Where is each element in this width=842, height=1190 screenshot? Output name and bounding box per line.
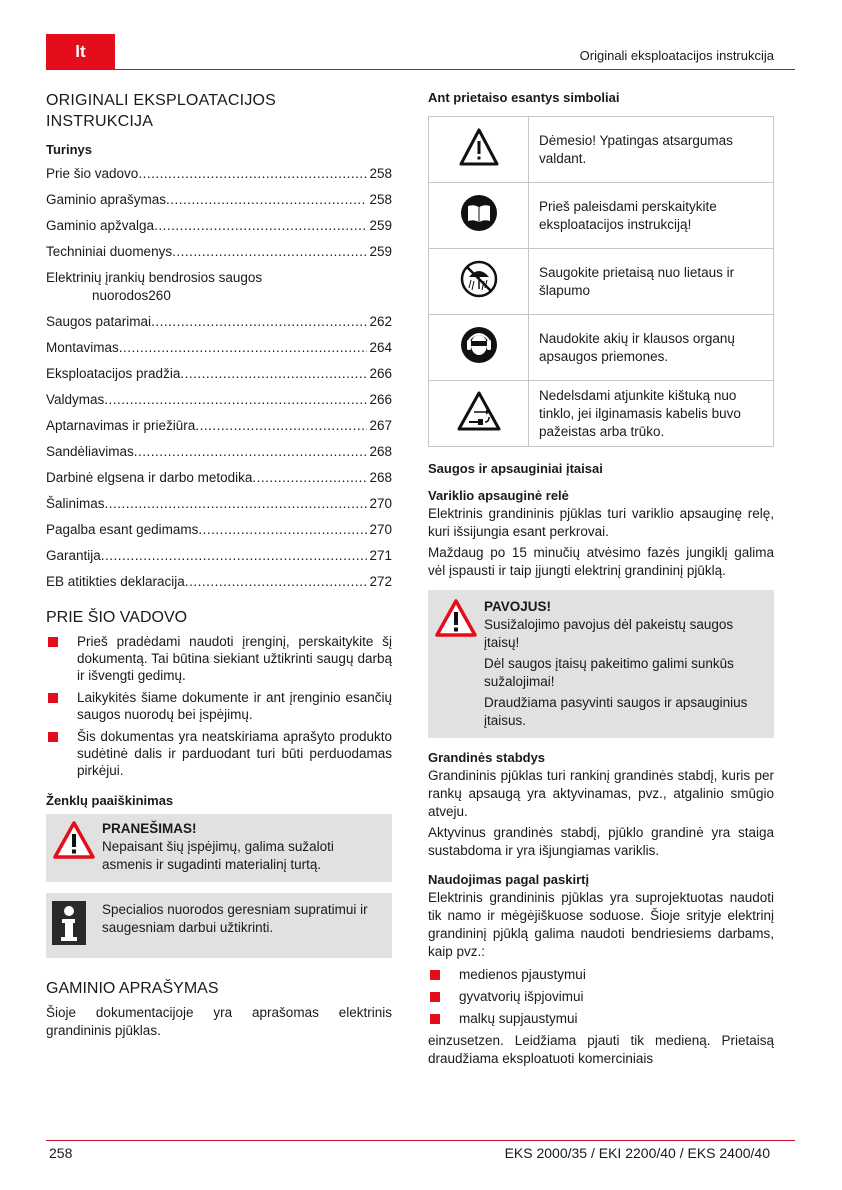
unplug-warning-icon	[429, 381, 529, 447]
footer-rule	[46, 1140, 795, 1141]
read-manual-icon	[429, 183, 529, 249]
toc-leader	[172, 243, 367, 261]
relay-heading: Variklio apsauginė relė	[428, 488, 569, 503]
toc-entry[interactable]	[46, 495, 392, 513]
warning-triangle-icon	[52, 820, 102, 874]
toc-page-number: 262	[369, 314, 392, 329]
symbol-row	[429, 381, 774, 447]
info-text: Specialios nuorodos geresniam supratimui ir saugesniam darbui užtikrinti.	[102, 902, 368, 935]
symbol-row	[429, 249, 774, 315]
toc-leader	[151, 313, 367, 331]
about-heading: PRIE ŠIO VADOVO	[46, 609, 188, 626]
toc-entry-title: Techniniai duomenys	[46, 244, 173, 259]
toc-entry[interactable]	[46, 243, 392, 261]
symbol-row	[429, 315, 774, 381]
use-paragraph-2: einzusetzen. Leidžiama pjauti tik medieną. Prietaisą draudžiama eksploatuoti komerciniais	[428, 1033, 774, 1066]
toc-entry[interactable]	[46, 365, 392, 383]
no-rain-icon	[429, 249, 529, 315]
toc-page-number: 270	[369, 496, 392, 511]
product-heading: GAMINIO APRAŠYMAS	[46, 980, 219, 997]
about-list	[46, 633, 392, 779]
relay-paragraph-2: Maždaug po 15 minučių atvėsimo fazės jungiklį galima vėl įspausti ir taip įjungti elektrinį grandininį pjūklą.	[428, 545, 774, 578]
toc-entry-title: Sandėliavimas	[46, 444, 134, 459]
toc-page-number: 268	[369, 470, 392, 485]
toc-entry-title: Prie šio vadovo	[46, 166, 139, 181]
toc-entry-title: Darbinė elgsena ir darbo metodika	[46, 470, 253, 485]
toc-page-number: 267	[369, 418, 392, 433]
symbol-text: Prieš paleisdami perskaitykite eksploatacijos instrukciją!	[529, 183, 774, 249]
toc-entry-title: Gaminio apžvalga	[46, 218, 155, 233]
toc-entry[interactable]	[46, 417, 392, 435]
toc-entry[interactable]	[46, 443, 392, 461]
toc-page-number: 260	[148, 288, 171, 303]
left-column	[46, 90, 392, 1040]
safety-heading: Saugos ir apsauginiai įtaisai	[428, 461, 603, 476]
toc-entry[interactable]	[46, 269, 392, 305]
toc-leader	[134, 443, 368, 461]
list-item: gyvatvorių išpjovimui	[428, 988, 774, 1005]
brake-paragraph-1: Grandininis pjūklas turi rankinį grandinės stabdį, kuris per rankų apsaugą yra aktyvinamas, pvz., atgalinio smūgio atveju.	[428, 768, 774, 819]
toc-entry[interactable]	[46, 521, 392, 539]
info-box	[46, 893, 392, 958]
toc-leader	[119, 339, 368, 357]
toc-leader	[104, 391, 367, 409]
symbol-text: Naudokite akių ir klausos organų apsaugos priemones.	[529, 315, 774, 381]
toc-leader	[252, 469, 367, 487]
toc-entry[interactable]	[46, 217, 392, 235]
toc-entry-title: Elektrinių įrankių bendrosios saugos	[46, 270, 263, 285]
use-list	[428, 966, 774, 1027]
symbol-row	[429, 117, 774, 183]
symbol-text: Dėmesio! Ypatingas atsargumas valdant.	[529, 117, 774, 183]
relay-paragraph-1: Elektrinis grandininis pjūklas turi variklio apsauginę relę, kuri išsijungia esant perkrovai.	[428, 506, 774, 539]
language-tab: lt	[46, 34, 115, 70]
notice-title: PRANEŠIMAS!	[102, 821, 197, 836]
toc-leader	[154, 217, 367, 235]
toc-page-number: 258	[369, 192, 392, 207]
symbol-text: Saugokite prietaisą nuo lietaus ir šlapumo	[529, 249, 774, 315]
toc-entry[interactable]	[46, 165, 392, 183]
toc-entry[interactable]	[46, 573, 392, 591]
symbol-row	[429, 183, 774, 249]
list-item: Šis dokumentas yra neatskiriama aprašyto produkto sudėtinė dalis ir parduodant turi būti perduodamas pirkėjui.	[46, 728, 392, 779]
toc-entry-title-cont: nuorodos	[92, 288, 149, 303]
brake-paragraph-2: Aktyvinus grandinės stabdį, pjūklo grandinė yra staiga sustabdoma ir yra išjungiamas variklis.	[428, 825, 774, 858]
toc-leader	[198, 521, 367, 539]
toc-entry[interactable]	[46, 191, 392, 209]
brake-heading: Grandinės stabdys	[428, 750, 546, 765]
toc-entry-title: Garantija	[46, 548, 101, 563]
toc-entry[interactable]	[46, 339, 392, 357]
warning-triangle-icon	[429, 117, 529, 183]
notice-box	[46, 814, 392, 882]
model-list: EKS 2000/35 / EKI 2200/40 / EKS 2400/40	[504, 1145, 770, 1161]
toc-page-number: 259	[369, 244, 392, 259]
list-item: Prieš pradėdami naudoti įrenginį, perskaitykite šį dokumentą. Tai būtina siekiant užtikrinti saugų darbą ir išvengti gedimų.	[46, 633, 392, 684]
eye-ear-protection-icon	[429, 315, 529, 381]
danger-line: Dėl saugos įtaisų pakeitimo galimi sunkūs sužalojimai!	[484, 656, 734, 689]
toc-leader	[105, 495, 368, 513]
danger-box	[428, 590, 774, 738]
signs-heading: Ženklų paaiškinimas	[46, 793, 174, 808]
toc-leader	[101, 547, 368, 565]
use-paragraph-1: Elektrinis grandininis pjūklas yra suprojektuotas naudoti tik namo ir mėgėjiškuose soduose. Šioje srityje elektrinį grandininį pjūklą galima naudoti bendriesiems darbams, kaip pvz.:	[428, 890, 774, 959]
symbol-text: Nedelsdami atjunkite kištuką nuo tinklo, jei ilginamasis kabelis buvo pažeistas arba trūko.	[529, 381, 774, 447]
notice-text: Nepaisant šių įspėjimų, galima sužaloti asmenis ir sugadinti materialinį turtą.	[102, 839, 334, 872]
toc-entry-title: Montavimas	[46, 340, 119, 355]
header-rule	[46, 69, 795, 70]
toc-page-number: 271	[369, 548, 392, 563]
warning-triangle-icon	[434, 598, 484, 730]
info-icon	[52, 901, 102, 950]
toc-entry[interactable]	[46, 391, 392, 409]
toc-entry-title: Šalinimas	[46, 496, 105, 511]
toc-entry[interactable]	[46, 547, 392, 565]
toc-entry-title: Saugos patarimai	[46, 314, 152, 329]
toc-leader	[185, 573, 368, 591]
toc-heading: Turinys	[46, 142, 92, 157]
toc-page-number: 270	[369, 522, 392, 537]
toc-entry-title: EB atitikties deklaracija	[46, 574, 185, 589]
danger-title: PAVOJUS!	[484, 599, 552, 614]
symbols-table	[428, 116, 774, 447]
toc-leader	[138, 165, 367, 183]
toc-entry-title: Eksploatacijos pradžia	[46, 366, 181, 381]
list-item: medienos pjaustymui	[428, 966, 774, 983]
toc-leader	[166, 191, 367, 209]
product-text: Šioje dokumentacijoje yra aprašomas elektrinis grandininis pjūklas.	[46, 1005, 392, 1038]
table-of-contents	[46, 165, 392, 591]
toc-entry-title: Gaminio aprašymas	[46, 192, 167, 207]
document-title: ORIGINALI EKSPLOATACIJOS INSTRUKCIJA	[46, 92, 277, 130]
list-item: malkų supjaustymui	[428, 1010, 774, 1027]
toc-page-number: 272	[369, 574, 392, 589]
list-item: Laikykitės šiame dokumente ir ant įrenginio esančių saugos nuorodų bei įspėjimų.	[46, 689, 392, 723]
toc-page-number: 258	[369, 166, 392, 181]
toc-entry-title: Pagalba esant gedimams	[46, 522, 199, 537]
running-header: Originali eksploatacijos instrukcija	[579, 48, 774, 63]
toc-entry-title: Aptarnavimas ir priežiūra	[46, 418, 196, 433]
toc-entry[interactable]	[46, 469, 392, 487]
toc-entry[interactable]	[46, 313, 392, 331]
toc-page-number: 259	[369, 218, 392, 233]
toc-page-number: 266	[369, 392, 392, 407]
danger-line: Draudžiama pasyvinti saugos ir apsauginius įtaisus.	[484, 695, 748, 728]
toc-page-number: 268	[369, 444, 392, 459]
toc-leader	[195, 417, 367, 435]
danger-line: Susižalojimo pavojus dėl pakeistų saugos įtaisų!	[484, 617, 734, 650]
toc-page-number: 264	[369, 340, 392, 355]
right-column	[428, 90, 774, 1068]
symbols-heading: Ant prietaiso esantys simboliai	[428, 90, 620, 105]
page-number: 258	[49, 1145, 73, 1161]
use-heading: Naudojimas pagal paskirtį	[428, 872, 590, 887]
toc-entry-title: Valdymas	[46, 392, 105, 407]
toc-page-number: 266	[369, 366, 392, 381]
toc-leader	[180, 365, 367, 383]
